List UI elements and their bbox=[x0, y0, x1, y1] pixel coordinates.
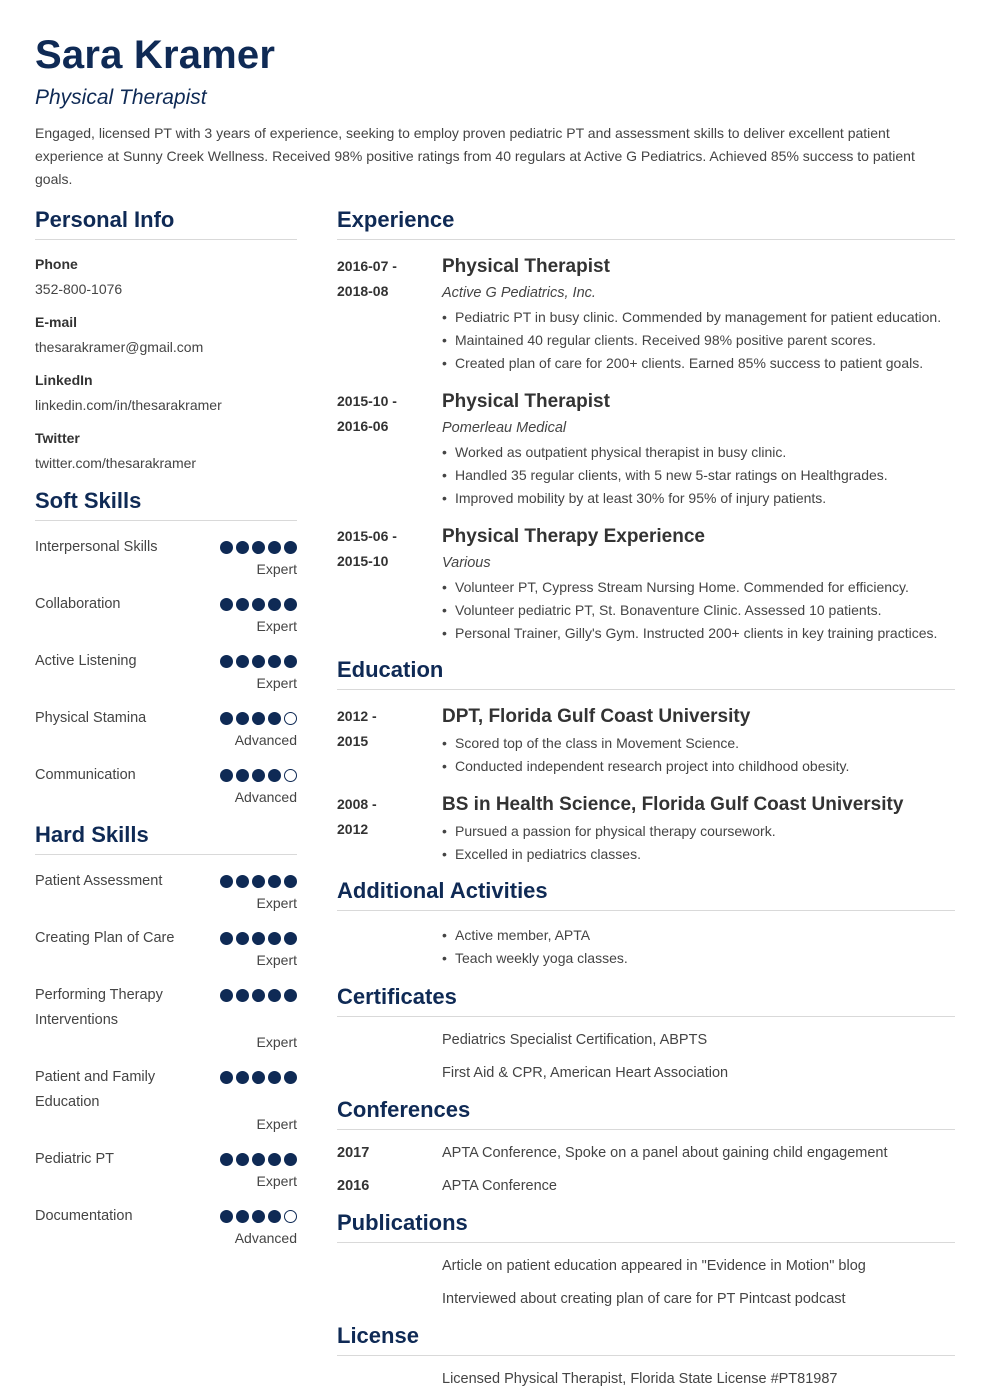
conferences-heading: Conferences bbox=[337, 1095, 955, 1130]
entry-bullets bbox=[442, 732, 955, 778]
entry-date-end: 2015-10 bbox=[337, 553, 389, 569]
rating-dot-filled-icon bbox=[268, 598, 281, 611]
experience-entry bbox=[337, 389, 955, 510]
publications-list bbox=[337, 1256, 955, 1309]
skill-name: Collaboration bbox=[35, 596, 121, 612]
skill-name: Active Listening bbox=[35, 653, 137, 669]
rating-dot-filled-icon bbox=[236, 875, 249, 888]
entry-date-end: 2016-06 bbox=[337, 418, 389, 434]
item-spacer bbox=[337, 1369, 442, 1389]
skill-level: Expert bbox=[256, 618, 297, 634]
entry-body bbox=[442, 524, 955, 645]
email-value: thesarakramer@gmail.com bbox=[35, 339, 204, 355]
skill-row bbox=[35, 1204, 297, 1247]
bullet-item: • Worked as outpatient physical therapist in busy clinic. bbox=[442, 441, 955, 464]
skill-level: Advanced bbox=[234, 1230, 297, 1246]
item-spacer bbox=[337, 1289, 442, 1309]
rating-dot-filled-icon bbox=[252, 932, 265, 945]
publications-item bbox=[337, 1289, 955, 1309]
entry-bullets bbox=[442, 306, 955, 375]
entry-date-start: 2015-06 - bbox=[337, 528, 397, 544]
hard-skills-list bbox=[35, 869, 297, 1247]
rating-dot-filled-icon bbox=[220, 769, 233, 782]
rating-dot-filled-icon bbox=[220, 989, 233, 1002]
item-year: 2017 bbox=[337, 1145, 370, 1161]
skill-row bbox=[35, 869, 297, 912]
rating-dot-filled-icon bbox=[284, 1071, 297, 1084]
certificates-heading: Certificates bbox=[337, 982, 955, 1017]
rating-dot-filled-icon bbox=[268, 875, 281, 888]
education-list bbox=[337, 704, 955, 866]
rating-dot-empty-icon bbox=[284, 769, 297, 782]
rating-dot-filled-icon bbox=[236, 712, 249, 725]
skill-rating bbox=[220, 1071, 297, 1084]
phone-label: Phone bbox=[35, 256, 78, 272]
entry-title: DPT, Florida Gulf Coast University bbox=[442, 706, 751, 727]
entry-date-end: 2018-08 bbox=[337, 283, 389, 299]
rating-dot-filled-icon bbox=[252, 712, 265, 725]
skill-row bbox=[35, 1065, 297, 1133]
entry-title: Physical Therapist bbox=[442, 256, 610, 277]
license-heading: License bbox=[337, 1321, 955, 1356]
skill-rating bbox=[220, 541, 297, 554]
skill-rating bbox=[220, 1153, 297, 1166]
entry-body bbox=[442, 254, 955, 375]
bullet-item: • Maintained 40 regular clients. Received 98% positive parent scores. bbox=[442, 329, 955, 352]
skill-level: Expert bbox=[256, 561, 297, 577]
soft-skills-list bbox=[35, 535, 297, 806]
entry-date-start: 2008 - bbox=[337, 796, 377, 812]
rating-dot-filled-icon bbox=[284, 1153, 297, 1166]
skill-rating bbox=[220, 598, 297, 611]
item-text: First Aid & CPR, American Heart Association bbox=[442, 1065, 729, 1081]
entry-date-end: 2015 bbox=[337, 733, 369, 749]
certificates-item bbox=[337, 1030, 955, 1050]
experience-entry bbox=[337, 254, 955, 375]
education-heading: Education bbox=[337, 655, 955, 690]
rating-dot-filled-icon bbox=[268, 655, 281, 668]
entry-body bbox=[442, 389, 955, 510]
rating-dot-filled-icon bbox=[236, 655, 249, 668]
skill-name: Communication bbox=[35, 767, 136, 783]
skill-row bbox=[35, 592, 297, 635]
entry-company: Pomerleau Medical bbox=[442, 420, 567, 436]
job-title: Physical Therapist bbox=[35, 86, 207, 109]
bullet-item: • Created plan of care for 200+ clients. Earned 85% success to patient goals. bbox=[442, 352, 955, 375]
rating-dot-filled-icon bbox=[268, 989, 281, 1002]
rating-dot-filled-icon bbox=[236, 1210, 249, 1223]
rating-dot-filled-icon bbox=[284, 655, 297, 668]
skill-name: Performing Therapy Interventions bbox=[35, 987, 163, 1028]
entry-bullets bbox=[442, 820, 955, 866]
activities-body bbox=[442, 921, 955, 970]
skill-name: Creating Plan of Care bbox=[35, 930, 175, 946]
item-text: APTA Conference, Spoke on a panel about gaining child engagement bbox=[442, 1145, 888, 1161]
bullet-item: • Volunteer PT, Cypress Stream Nursing Home. Commended for efficiency. bbox=[442, 576, 955, 599]
skill-level: Advanced bbox=[234, 789, 297, 805]
rating-dot-filled-icon bbox=[268, 712, 281, 725]
rating-dot-filled-icon bbox=[268, 1071, 281, 1084]
rating-dot-filled-icon bbox=[236, 1071, 249, 1084]
skill-row bbox=[35, 983, 297, 1051]
activity-item: • Active member, APTA bbox=[442, 924, 955, 947]
rating-dot-filled-icon bbox=[252, 598, 265, 611]
entry-title: Physical Therapy Experience bbox=[442, 526, 705, 547]
item-text: APTA Conference bbox=[442, 1178, 557, 1194]
entry-date bbox=[337, 792, 442, 866]
skill-rating bbox=[220, 655, 297, 668]
skill-level: Expert bbox=[256, 1116, 297, 1132]
rating-dot-filled-icon bbox=[236, 769, 249, 782]
rating-dot-filled-icon bbox=[220, 655, 233, 668]
skill-row bbox=[35, 926, 297, 969]
certificates-item bbox=[337, 1063, 955, 1083]
bullet-item: • Pediatric PT in busy clinic. Commended by management for patient education. bbox=[442, 306, 955, 329]
activities-list bbox=[442, 924, 955, 970]
rating-dot-filled-icon bbox=[220, 712, 233, 725]
soft-skills-heading: Soft Skills bbox=[35, 486, 297, 521]
bullet-item: • Pursued a passion for physical therapy coursework. bbox=[442, 820, 955, 843]
skill-name: Patient and Family Education bbox=[35, 1069, 156, 1110]
experience-list bbox=[337, 254, 955, 645]
skill-level: Expert bbox=[256, 1034, 297, 1050]
personal-info-list bbox=[35, 255, 297, 472]
skill-rating bbox=[220, 1210, 297, 1223]
skill-rating bbox=[220, 932, 297, 945]
rating-dot-filled-icon bbox=[220, 541, 233, 554]
candidate-name: Sara Kramer bbox=[35, 33, 276, 77]
entry-date-start: 2012 - bbox=[337, 708, 377, 724]
education-entry bbox=[337, 792, 955, 866]
item-spacer bbox=[337, 1256, 442, 1276]
rating-dot-filled-icon bbox=[252, 1210, 265, 1223]
education-entry bbox=[337, 704, 955, 778]
license-item bbox=[337, 1369, 955, 1389]
rating-dot-filled-icon bbox=[236, 932, 249, 945]
skill-row bbox=[35, 706, 297, 749]
item-year: 2016 bbox=[337, 1178, 370, 1194]
rating-dot-filled-icon bbox=[284, 598, 297, 611]
phone-value: 352-800-1076 bbox=[35, 281, 123, 297]
bullet-item: • Conducted independent research project into childhood obesity. bbox=[442, 755, 955, 778]
publications-heading: Publications bbox=[337, 1208, 955, 1243]
linkedin-label: LinkedIn bbox=[35, 372, 93, 388]
skill-level: Expert bbox=[256, 952, 297, 968]
skill-name: Pediatric PT bbox=[35, 1151, 114, 1167]
skill-name: Documentation bbox=[35, 1208, 133, 1224]
rating-dot-filled-icon bbox=[220, 875, 233, 888]
activities-date-spacer bbox=[337, 921, 442, 970]
certificates-list bbox=[337, 1030, 955, 1083]
twitter-label: Twitter bbox=[35, 430, 80, 446]
skill-row bbox=[35, 1147, 297, 1190]
entry-body bbox=[442, 792, 955, 866]
item-text: Interviewed about creating plan of care for PT Pintcast podcast bbox=[442, 1291, 846, 1307]
publications-item bbox=[337, 1256, 955, 1276]
rating-dot-filled-icon bbox=[220, 1210, 233, 1223]
activities-entry bbox=[337, 921, 955, 970]
skill-row bbox=[35, 649, 297, 692]
right-column bbox=[337, 205, 955, 1389]
rating-dot-filled-icon bbox=[236, 989, 249, 1002]
left-column bbox=[35, 205, 297, 1247]
skill-rating bbox=[220, 712, 297, 725]
rating-dot-filled-icon bbox=[252, 655, 265, 668]
entry-date bbox=[337, 254, 442, 375]
item-text: Pediatrics Specialist Certification, ABPTS bbox=[442, 1032, 708, 1048]
entry-title: Physical Therapist bbox=[442, 391, 610, 412]
item-spacer bbox=[337, 1030, 442, 1050]
conferences-item bbox=[337, 1143, 955, 1163]
skill-rating bbox=[220, 769, 297, 782]
rating-dot-filled-icon bbox=[284, 932, 297, 945]
rating-dot-filled-icon bbox=[268, 1153, 281, 1166]
rating-dot-filled-icon bbox=[268, 932, 281, 945]
rating-dot-empty-icon bbox=[284, 1210, 297, 1223]
rating-dot-filled-icon bbox=[220, 1153, 233, 1166]
rating-dot-filled-icon bbox=[268, 1210, 281, 1223]
entry-date-start: 2016-07 - bbox=[337, 258, 397, 274]
rating-dot-filled-icon bbox=[220, 1071, 233, 1084]
email-label: E-mail bbox=[35, 314, 78, 330]
skill-level: Expert bbox=[256, 1173, 297, 1189]
activity-item: • Teach weekly yoga classes. bbox=[442, 947, 955, 970]
skill-row bbox=[35, 535, 297, 578]
skill-level: Advanced bbox=[234, 732, 297, 748]
conferences-list bbox=[337, 1143, 955, 1196]
skill-rating bbox=[220, 875, 297, 888]
rating-dot-filled-icon bbox=[252, 875, 265, 888]
bullet-item: • Personal Trainer, Gilly's Gym. Instructed 200+ clients in key training practices. bbox=[442, 622, 955, 645]
entry-bullets bbox=[442, 441, 955, 510]
rating-dot-filled-icon bbox=[268, 541, 281, 554]
bullet-item: • Volunteer pediatric PT, St. Bonaventure Clinic. Assessed 10 patients. bbox=[442, 599, 955, 622]
entry-date bbox=[337, 524, 442, 645]
rating-dot-empty-icon bbox=[284, 712, 297, 725]
skill-level: Expert bbox=[256, 675, 297, 691]
rating-dot-filled-icon bbox=[252, 1071, 265, 1084]
entry-body bbox=[442, 704, 955, 778]
rating-dot-filled-icon bbox=[220, 932, 233, 945]
rating-dot-filled-icon bbox=[252, 989, 265, 1002]
rating-dot-filled-icon bbox=[252, 769, 265, 782]
rating-dot-filled-icon bbox=[252, 541, 265, 554]
entry-company: Various bbox=[442, 555, 491, 571]
item-text: Licensed Physical Therapist, Florida State License #PT81987 bbox=[442, 1371, 838, 1387]
activities-heading: Additional Activities bbox=[337, 876, 955, 911]
entry-title: BS in Health Science, Florida Gulf Coast University bbox=[442, 794, 904, 815]
skill-row bbox=[35, 763, 297, 806]
rating-dot-filled-icon bbox=[284, 541, 297, 554]
bullet-item: • Improved mobility by at least 30% for 95% of injury patients. bbox=[442, 487, 955, 510]
item-text: Article on patient education appeared in "Evidence in Motion" blog bbox=[442, 1258, 866, 1274]
experience-entry bbox=[337, 524, 955, 645]
skill-level: Expert bbox=[256, 895, 297, 911]
rating-dot-filled-icon bbox=[236, 598, 249, 611]
bullet-item: • Excelled in pediatrics classes. bbox=[442, 843, 955, 866]
license-list bbox=[337, 1369, 955, 1389]
entry-date-end: 2012 bbox=[337, 821, 369, 837]
entry-date bbox=[337, 704, 442, 778]
rating-dot-filled-icon bbox=[268, 769, 281, 782]
rating-dot-filled-icon bbox=[236, 541, 249, 554]
personal-info-heading: Personal Info bbox=[35, 205, 297, 240]
entry-bullets bbox=[442, 576, 955, 645]
item-spacer bbox=[337, 1063, 442, 1083]
rating-dot-filled-icon bbox=[236, 1153, 249, 1166]
rating-dot-filled-icon bbox=[252, 1153, 265, 1166]
linkedin-value: linkedin.com/in/thesarakramer bbox=[35, 397, 222, 413]
skill-rating bbox=[220, 989, 297, 1002]
entry-date bbox=[337, 389, 442, 510]
rating-dot-filled-icon bbox=[220, 598, 233, 611]
rating-dot-filled-icon bbox=[284, 989, 297, 1002]
conferences-item bbox=[337, 1176, 955, 1196]
skill-name: Patient Assessment bbox=[35, 873, 163, 889]
bullet-item: • Scored top of the class in Movement Science. bbox=[442, 732, 955, 755]
rating-dot-filled-icon bbox=[284, 875, 297, 888]
skill-name: Interpersonal Skills bbox=[35, 539, 158, 555]
twitter-value: twitter.com/thesarakramer bbox=[35, 455, 197, 471]
entry-company: Active G Pediatrics, Inc. bbox=[442, 285, 596, 301]
experience-heading: Experience bbox=[337, 205, 955, 240]
profile-summary: Engaged, licensed PT with 3 years of experience, seeking to employ proven pediatric PT and assessment skills to deliver excellent patient experience at Sunny Creek Wellness. Received 98% positive ratings from 40 regulars at Active G Pediatrics. Achieved 85% success to patient goals. bbox=[35, 125, 915, 187]
hard-skills-heading: Hard Skills bbox=[35, 820, 297, 855]
skill-name: Physical Stamina bbox=[35, 710, 147, 726]
bullet-item: • Handled 35 regular clients, with 5 new 5-star ratings on Healthgrades. bbox=[442, 464, 955, 487]
entry-date-start: 2015-10 - bbox=[337, 393, 397, 409]
